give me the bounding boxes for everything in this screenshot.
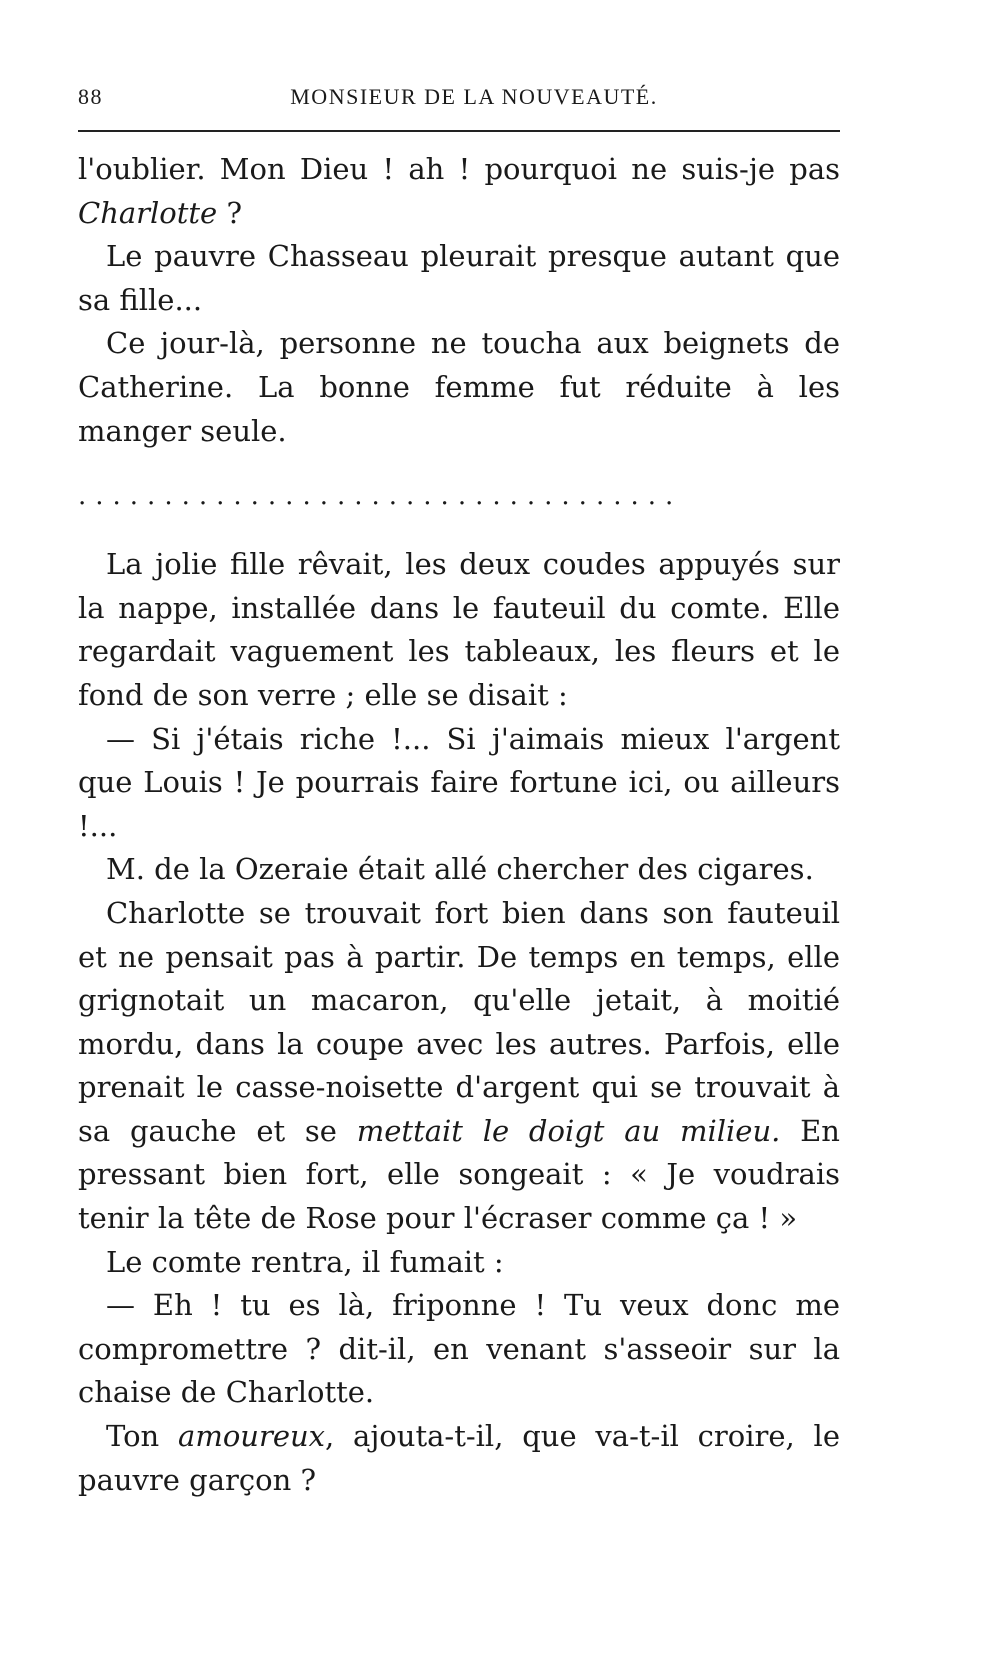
paragraph: Ce jour-là, personne ne toucha aux beignets de Catherine. La bonne femme fut réduite à les manger seule. bbox=[78, 326, 840, 448]
paragraph: — Eh ! tu es là, friponne ! Tu veux donc me compromettre ? dit-il, en venant s'asseoir sur la chaise de Charlotte. bbox=[78, 1288, 840, 1410]
header-rule bbox=[78, 130, 840, 132]
paragraph: Charlotte se trouvait fort bien dans son fauteuil et ne pensait pas à partir. De temps en temps, elle grignotait un macaron, qu'elle jetait, à moitié mordu, dans la coupe avec les autres. Parfois, elle prenait le casse-noisette d'argent qui se trouvait à sa gauche et se mettait le doigt au milieu. En pressant bien fort, elle songeait : « Je voudrais tenir la tête de Rose pour l'écraser comme ça ! » bbox=[78, 895, 840, 1236]
paragraph: Le comte rentra, il fumait : bbox=[106, 1244, 504, 1279]
body-text bbox=[78, 148, 840, 1502]
book-page bbox=[78, 78, 840, 1497]
paragraph: Ton amoureux, ajouta-t-il, que va-t-il croire, le pauvre garçon ? bbox=[78, 1419, 840, 1497]
paragraph: Le pauvre Chasseau pleurait presque autant que sa fille... bbox=[78, 239, 840, 317]
running-title: MONSIEUR DE LA NOUVEAUTÉ. bbox=[290, 84, 658, 109]
running-head bbox=[78, 78, 840, 118]
paragraph: M. de la Ozeraie était allé chercher des cigares. bbox=[106, 852, 814, 887]
paragraph: l'oublier. Mon Dieu ! ah ! pourquoi ne suis-je pas Charlotte ? bbox=[78, 152, 840, 230]
paragraph: La jolie fille rêvait, les deux coudes appuyés sur la nappe, installée dans le fauteuil du comte. Elle regardait vaguement les tableaux, les fleurs et le fond de son verre ; elle se disait : bbox=[78, 547, 840, 712]
paragraph: — Si j'étais riche !... Si j'aimais mieux l'argent que Louis ! Je pourrais faire fortune ici, ou ailleurs !... bbox=[78, 721, 840, 843]
section-separator: ................................... bbox=[78, 481, 683, 512]
page-number: 88 bbox=[78, 84, 103, 109]
